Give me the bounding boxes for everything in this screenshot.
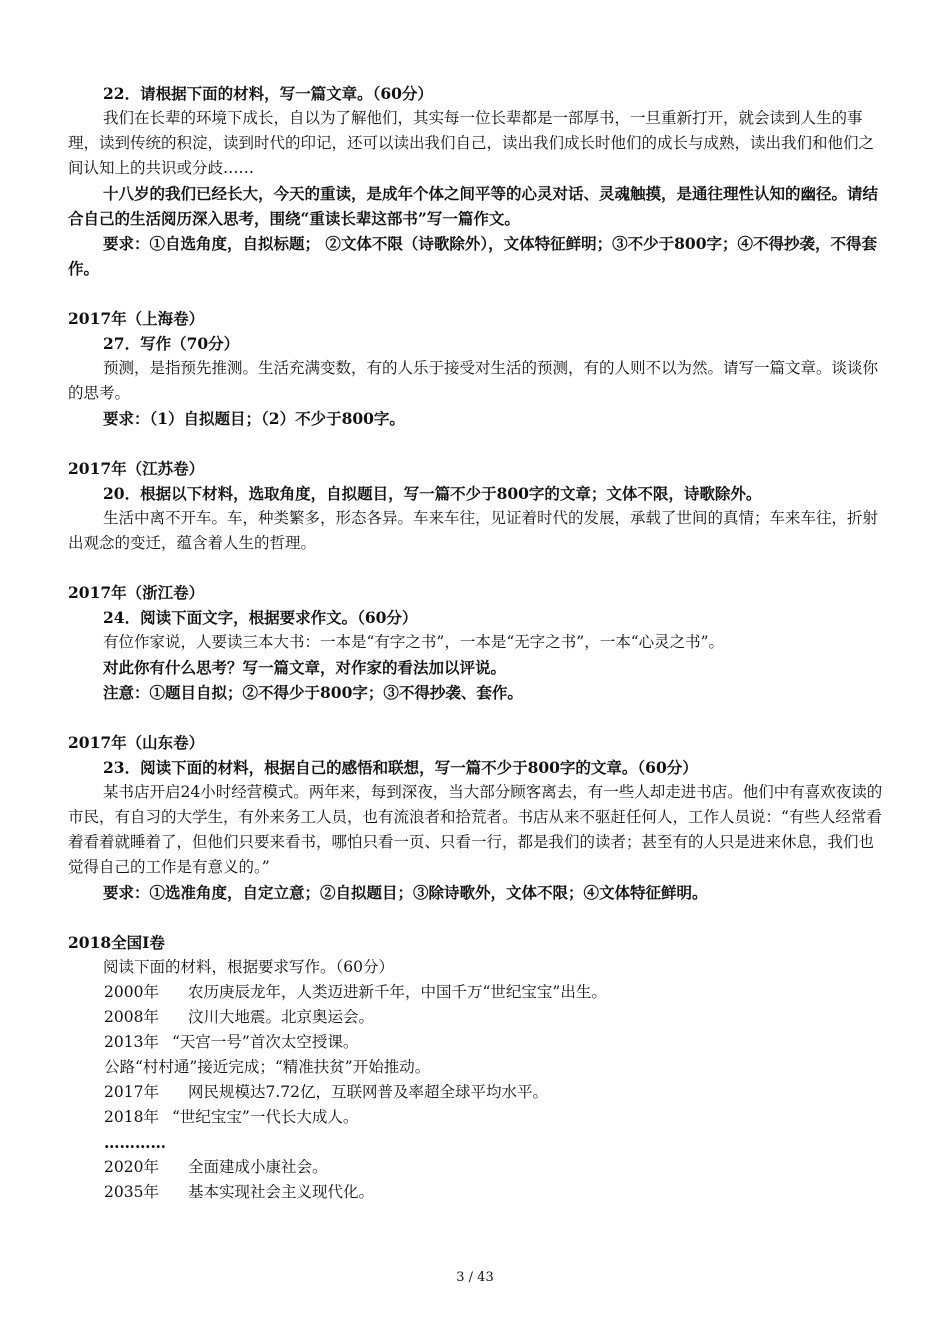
requirements: 要求：①自选角度，自拟标题； ②文体不限（诗歌除外），文体特征鲜明；③不少于800字；④不得抄袭，不得套作。 [68,234,878,278]
section-heading: 2017年（上海卷） [68,309,205,328]
timeline-item [104,980,884,1005]
prompt-paragraph: 十八岁的我们已经长大，今天的重读，是成年个体之间平等的心灵对话、灵魂触摸，是通往理性认知的幽径。请结合自己的生活阅历深入思考，围绕“重读长辈这部书”写一篇作文。 [68,184,879,228]
timeline-item [104,1080,884,1105]
material-paragraph: 预测，是指预先推测。生活充满变数，有的人乐于接受对生活的预测，有的人则不以为然。请写一篇文章。谈谈你的思考。 [68,359,879,402]
material-paragraph: 我们在长辈的环境下成长，自以为了解他们，其实每一位长辈都是一部厚书，一旦重新打开，就会读到人生的事理，读到传统的积淀，读到时代的印记，还可以读出我们自己，读出我们成长时他们的成长与成熟，读出我们和他们之间认知上的共识或分歧…… [68,109,875,177]
timeline-text: 公路“村村通”接近完成；“精准扶贫”开始推动。 [104,1058,431,1076]
material-paragraph: 某书店开启24小时经营模式。两年来，每到深夜，当大部分顾客离去，有一些人却走进书店。他们中有喜欢夜读的市民，有自习的大学生，有外来务工人员，也有流浪者和拾荒者。书店从来不驱赶任何人，工作人员说：“有些人经常看着看着就睡着了，但他们只要来看书，哪怕只看一页、只看一行，都是我们的读者；甚至有的人只是进来休息，我们也觉得自己的工作是有意义的。” [68,783,883,876]
requirements: 要求：（1）自拟题目；（2）不少于800字。 [103,409,405,428]
timeline-year: 2018年 [104,1108,159,1126]
section-22 [68,81,884,281]
intro-line: 阅读下面的材料，根据要求写作。（60分） [103,958,394,976]
timeline-item [104,1180,884,1205]
section-shanghai [68,306,884,431]
section-heading: 2018全国Ⅰ卷 [68,933,165,952]
section-2018-national-1 [68,930,884,1205]
timeline-item [104,1055,884,1080]
timeline-text: 全面建成小康社会。 [188,1158,328,1176]
timeline-year: 2013年 [104,1033,159,1051]
timeline-year: 2000年 [104,983,159,1001]
timeline-item [104,1030,884,1055]
timeline-year: 2008年 [104,1008,159,1026]
ellipsis-text: ………… [104,1133,166,1152]
timeline-year: 2020年 [104,1158,159,1176]
notice: 注意：①题目自拟；②不得少于800字；③不得抄袭、套作。 [103,683,523,702]
timeline-text: 基本实现社会主义现代化。 [188,1183,375,1201]
question-title: 27．写作（70分） [103,334,240,353]
question-title: 24．阅读下面文字，根据要求作文。（60分） [103,608,418,627]
timeline-text: 网民规模达7.72亿，互联网普及率超全球平均水平。 [188,1083,549,1101]
section-jiangsu [68,456,884,556]
timeline-year: 2017年 [104,1083,159,1101]
question-title: 22．请根据下面的材料，写一篇文章。（60分） [103,84,433,103]
question-title: 23．阅读下面的材料，根据自己的感悟和联想，写一篇不少于800字的文章。（60分） [103,758,698,777]
requirements: 要求：①选准角度，自定立意；②自拟题目；③除诗歌外，文体不限；④文体特征鲜明。 [103,883,708,902]
prompt-question: 对此你有什么思考？写一篇文章，对作家的看法加以评说。 [103,658,507,677]
timeline-text: 汶川大地震。北京奥运会。 [188,1008,375,1026]
question-title: 20．根据以下材料，选取角度，自拟题目，写一篇不少于800字的文章；文体不限，诗歌除外。 [103,484,762,503]
section-shandong [68,730,884,905]
timeline-item [104,1005,884,1030]
section-heading: 2017年（山东卷） [68,733,205,752]
section-heading: 2017年（浙江卷） [68,583,205,602]
section-zhejiang [68,580,884,705]
timeline-ellipsis [104,1130,884,1155]
section-heading: 2017年（江苏卷） [68,459,205,478]
timeline-year: 2035年 [104,1183,159,1201]
timeline-text: 农历庚辰龙年，人类迈进新千年，中国千万“世纪宝宝”出生。 [188,983,607,1001]
page-number: 3 / 43 [456,1270,494,1285]
timeline-item [104,1155,884,1180]
timeline-text: “天宫一号”首次太空授课。 [172,1033,359,1051]
timeline-text: “世纪宝宝”一代长大成人。 [172,1108,359,1126]
timeline-item [104,1105,884,1130]
material-paragraph: 生活中离不开车。车，种类繁多，形态各异。车来车往，见证着时代的发展，承载了世间的真情；车来车往，折射出观念的变迁，蕴含着人生的哲理。 [68,509,879,552]
material-paragraph: 有位作家说，人要读三本大书：一本是“有字之书”，一本是“无字之书”，一本“心灵之书”。 [103,633,725,651]
